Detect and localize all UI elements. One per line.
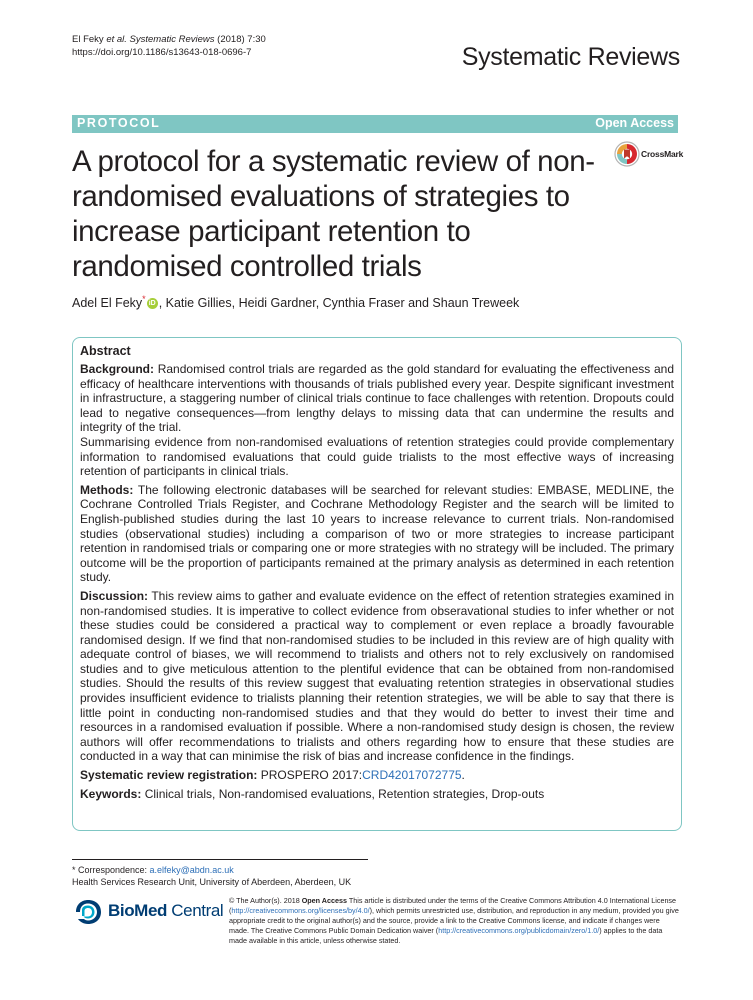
discussion-label: Discussion: bbox=[80, 588, 149, 603]
article-type-banner bbox=[72, 115, 678, 133]
journal-name: Systematic Reviews bbox=[461, 43, 680, 71]
license-prefix: © The Author(s). 2018 bbox=[229, 896, 302, 905]
license-text: This article is distributed under the terms of the Creative Commons Attribution 4.0 International License ( bbox=[229, 896, 677, 916]
bmc-central: Central bbox=[166, 901, 224, 920]
registration-end: . bbox=[461, 768, 465, 783]
article-title: A protocol for a systematic review of non-randomised evaluations of strategies to increase participant retention to randomised controlled trials bbox=[72, 145, 595, 283]
keywords-text: Clinical trials, Non-randomised evaluations, Retention strategies, Drop-outs bbox=[141, 786, 545, 801]
corresponding-star: * bbox=[142, 294, 146, 304]
background-text: Randomised control trials are regarded as the gold standard for evaluating the effectiveness and efficacy of healthcare interventions with thousands of trials published every year. Despite significant investment in infrastructure, a staggering number of clinical trials continue to face challenges with retention. Dropouts could lead to negative consequences—from lengthy delays to missing data that can undermine the results and integrity of the trial. bbox=[80, 362, 674, 435]
citation-line bbox=[72, 33, 266, 46]
discussion-text: This review aims to gather and evaluate evidence on the effect of retention strategies examined in non-randomised studies. It is imperative to collect evidence from obseravational studies to infer whether or not these studies could be considered a practical way to complement or even replace a broadly favourable randomised design. If we find that non-randomised studies to be included in this review are of high quality with adequate control of biases, we will recommend to trialists and others not to rely exclusively on randomised studies and to give meticulous attention to the plentiful evidence that can be obtained from non-randomised studies. Should the results of this review suggest that evaluating retention strategies in observational studies provides insufficient evidence to trialists planning their retention strategies, we will be able to say that there is little point in conducting non-randomised studies and that they would do better to invest their time and resources in a randomised evaluation if possible. Where a non-randomised study design is chosen, the review authors will offer recommendations to trialists and others regarding how to ensure that these studies are conducted in a way that can minimise the risk of bias and increase confidence in the findings. bbox=[80, 588, 674, 764]
open-access-label: Open Access bbox=[595, 116, 674, 130]
crossmark-badge[interactable] bbox=[614, 141, 684, 169]
abstract-methods bbox=[80, 483, 674, 585]
doi-link[interactable]: https://doi.org/10.1186/s13643-018-0696-7 bbox=[72, 47, 252, 58]
abstract-registration bbox=[80, 768, 674, 783]
registration-link[interactable]: CRD42017072775 bbox=[362, 768, 462, 783]
author-rest: , Katie Gillies, Heidi Gardner, Cynthia Fraser and Shaun Treweek bbox=[158, 296, 520, 311]
license-link-cc0[interactable]: http://creativecommons.org/publicdomain/zero/1.0/ bbox=[438, 926, 600, 936]
license-open-access: Open Access bbox=[301, 896, 347, 905]
article-type-label: PROTOCOL bbox=[77, 116, 161, 130]
crossmark-icon bbox=[614, 141, 640, 167]
license-text-3: ) applies to the data made available in this article, unless otherwise stated. bbox=[229, 926, 663, 946]
methods-label: Methods: bbox=[80, 482, 134, 497]
orcid-icon[interactable]: iD bbox=[148, 300, 156, 308]
correspondence-label: * Correspondence: bbox=[72, 865, 150, 875]
bmc-bio: BioMed bbox=[108, 901, 167, 920]
footnote-divider bbox=[72, 859, 368, 860]
biomed-central-wordmark bbox=[108, 901, 223, 921]
citation-journal: et al. Systematic Reviews bbox=[106, 34, 215, 45]
abstract-discussion bbox=[80, 589, 674, 764]
biomed-central-icon bbox=[72, 898, 104, 926]
license-statement bbox=[229, 896, 679, 946]
abstract-background bbox=[80, 362, 674, 435]
abstract-background-2: Summarising evidence from non-randomised evaluations of retention strategies could provide complementary information to randomised evaluations that could guide trialists to the most effective ways of increasing retention of participants in clinical trials. bbox=[80, 434, 674, 479]
citation-author: El Feky bbox=[72, 34, 107, 45]
correspondence-line bbox=[72, 864, 351, 876]
citation-header bbox=[72, 33, 266, 59]
biomed-central-logo bbox=[72, 898, 224, 926]
abstract-box bbox=[72, 337, 682, 831]
keywords-label: Keywords: bbox=[80, 786, 142, 801]
abstract-keywords bbox=[80, 787, 674, 802]
background-label: Background: bbox=[80, 362, 155, 376]
affiliation: Health Services Research Unit, University of Aberdeen, Aberdeen, UK bbox=[72, 877, 352, 887]
citation-year: (2018) 7:30 bbox=[214, 34, 266, 45]
correspondence-email[interactable]: a.elfeky@abdn.ac.uk bbox=[149, 865, 234, 875]
registration-text: PROSPERO 2017: bbox=[257, 768, 363, 783]
abstract-heading: Abstract bbox=[80, 344, 131, 358]
license-text-2: ), which permits unrestricted use, distribution, and reproduction in any medium, provided you give appropriate credit to the original author(s) and the source, provide a link to the Creative Commons license, and indicate if changes were made. The Creative Commons Public Domain Dedication waiver ( bbox=[229, 906, 679, 936]
registration-label: Systematic review registration: bbox=[80, 768, 258, 783]
methods-text: The following electronic databases will be searched for relevant studies: EMBASE, MEDLINE, the Cochrane Controlled Trials Register, and Cochrane Methodology Register and the search will be limited to English-published studies during the last 10 years to increase relevance to current trials. Non-randomised studies (observational studies) including a comparison of two or more strategies to increase participant retention in randomised trials or comparing one or more strategies with no strategy will be included. The primary outcome will be the proportion of participants remained at the primary analysis as determined in each retention study. bbox=[80, 482, 674, 585]
crossmark-label: CrossMark bbox=[641, 149, 684, 159]
correspondence-footnote bbox=[72, 864, 351, 888]
license-link-cc-by[interactable]: http://creativecommons.org/licenses/by/4.0/ bbox=[231, 906, 370, 916]
author-list bbox=[72, 294, 519, 310]
author-first: Adel El Feky bbox=[72, 296, 143, 311]
